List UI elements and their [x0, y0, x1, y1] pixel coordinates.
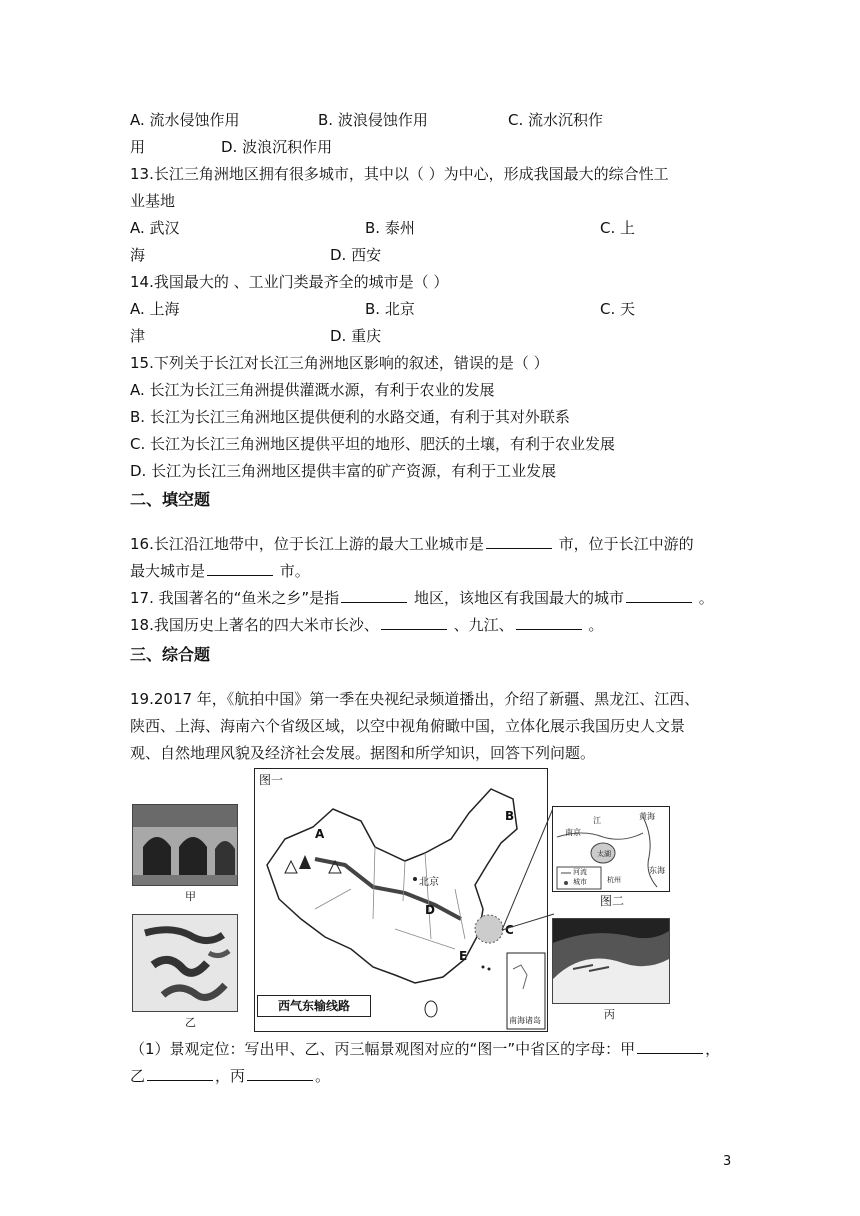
terraces-image — [133, 915, 237, 1011]
q13-option-b: B. 泰州 — [365, 219, 415, 237]
map-label-c: C — [505, 923, 514, 937]
map-inset-caption: 南海诸岛 — [509, 1016, 541, 1025]
q19-blank-jia — [637, 1039, 703, 1054]
q14-option-b: B. 北京 — [365, 300, 415, 318]
q16-blank-2 — [207, 561, 273, 576]
photo-jia — [132, 804, 238, 886]
q12-option-a: A. 流水侵蚀作用 — [130, 111, 240, 129]
q19-sub1-text-2: ， — [705, 1040, 721, 1058]
q18-blank-2 — [516, 615, 582, 630]
cave-dwelling-image — [133, 805, 237, 885]
q15-option-c: C. 长江为长江三角洲地区提供平坦的地形、肥沃的土壤，有利于农业发展 — [130, 435, 616, 453]
q13-option-a: A. 武汉 — [130, 219, 180, 237]
q17-text-2: 地区，该地区有我国最大的城市 — [409, 589, 624, 607]
q14-option-c-cont: 津 — [130, 327, 146, 345]
q17-blank-2 — [626, 588, 692, 603]
fig2-label-taihu: 太湖 — [597, 850, 611, 858]
q15-option-b: B. 长江为长江三角洲地区提供便利的水路交通，有利于其对外联系 — [130, 408, 570, 426]
q12-option-d: D. 波浪沉积作用 — [221, 138, 333, 156]
q19-figure — [130, 766, 704, 1032]
q16-line2 — [130, 561, 310, 581]
q13-stem: 13.长江三角洲地区拥有很多城市，其中以（ ）为中心，形成我国最大的综合性工 — [130, 165, 669, 183]
photo-yi-caption: 乙 — [185, 1016, 196, 1029]
q14-stem: 14.我国最大的 、工业门类最齐全的城市是（ ） — [130, 273, 449, 291]
q19-stem-2: 陕西、上海、海南六个省级区域，以空中视角俯瞰中国，立体化展示我国历史人文景 — [130, 717, 686, 735]
map-fig2 — [552, 806, 670, 892]
q15-stem: 15.下列关于长江对长江三角洲地区影响的叙述，错误的是（ ） — [130, 354, 549, 372]
fig1-title: 图一 — [259, 773, 284, 787]
q19-stem-1: 19.2017 年，《航拍中国》第一季在央视纪录频道播出，介绍了新疆、黑龙江、江西、 — [130, 690, 700, 708]
q16-blank-1 — [486, 534, 552, 549]
fig2-label-hangzhou: 杭州 — [607, 876, 621, 884]
q19-blank-bing — [247, 1066, 313, 1081]
photo-yi — [132, 914, 238, 1012]
fig2-title: 图二 — [600, 894, 625, 908]
q18-text-2: 、九江、 — [448, 616, 514, 634]
q19-blank-yi — [147, 1066, 213, 1081]
desert-dunes-image — [553, 919, 669, 1003]
photo-bing-caption: 丙 — [604, 1008, 615, 1021]
q19-sub1-line1 — [130, 1039, 720, 1059]
q17-text-3: 。 — [693, 589, 714, 607]
q19-sub1-text-4: ，丙 — [215, 1067, 246, 1085]
q12-option-b: B. 波浪侵蚀作用 — [318, 111, 428, 129]
connector-lines — [500, 802, 556, 932]
photo-bing — [552, 918, 670, 1004]
map-label-a: A — [315, 827, 325, 841]
q14-option-c: C. 天 — [600, 300, 636, 318]
q16-line1 — [130, 534, 694, 554]
q18-text-3: 。 — [583, 616, 604, 634]
q16-text-3: 最大城市是 — [130, 562, 206, 580]
q16-text-4: 市。 — [275, 562, 310, 580]
q19-sub1-line2 — [130, 1066, 330, 1086]
q19-sub1-text-3: 乙 — [130, 1067, 146, 1085]
q13-stem-cont: 业基地 — [130, 192, 176, 210]
q14-option-a: A. 上海 — [130, 300, 180, 318]
fig2-label-jiang: 江 — [593, 816, 601, 825]
fig2-label-nanjing: 南京 — [565, 828, 581, 837]
map-label-e: E — [459, 949, 468, 963]
q18-text-1: 18.我国历史上著名的四大米市长沙、 — [130, 616, 379, 634]
q18-line — [130, 615, 603, 635]
photo-jia-caption: 甲 — [185, 890, 196, 903]
q12-option-c-cont: 用 — [130, 138, 146, 156]
fig2-legend-river: 河流 — [573, 868, 587, 876]
q13-option-d: D. 西安 — [330, 246, 382, 264]
q15-option-a: A. 长江为长江三角洲提供灌溉水源，有利于农业的发展 — [130, 381, 495, 399]
q12-option-c: C. 流水沉积作 — [508, 111, 604, 129]
map-label-beijing: 北京 — [419, 877, 439, 888]
q19-sub1-text-5: 。 — [315, 1067, 331, 1085]
q19-stem-3: 观、自然地理风貌及经济社会发展。据图和所学知识，回答下列问题。 — [130, 744, 596, 762]
fig2-label-huanghai: 黄海 — [639, 812, 655, 821]
map-label-b: B — [505, 809, 515, 823]
section-fill-in-heading: 二、填空题 — [130, 490, 211, 509]
q13-option-c-cont: 海 — [130, 246, 146, 264]
q16-text-2: 市，位于长江中游的 — [553, 535, 694, 553]
q17-text-1: 17. 我国著名的“鱼米之乡”是指 — [130, 589, 340, 607]
q17-line — [130, 588, 714, 608]
q15-option-d: D. 长江为长江三角洲地区提供丰富的矿产资源，有利于工业发展 — [130, 462, 557, 480]
section-comprehensive-heading: 三、综合题 — [130, 645, 211, 664]
fig2-label-donghai: 东海 — [649, 866, 665, 875]
page-number: 3 — [723, 1154, 732, 1169]
fig2-legend-city: 城市 — [573, 878, 587, 886]
map-caption: 西气东输线路 — [257, 995, 371, 1017]
q14-option-d: D. 重庆 — [330, 327, 382, 345]
q17-blank-1 — [341, 588, 407, 603]
q18-blank-1 — [381, 615, 447, 630]
q13-option-c: C. 上 — [600, 219, 636, 237]
q19-sub1-text-1: （1）景观定位：写出甲、乙、丙三幅景观图对应的“图一”中省区的字母：甲 — [130, 1040, 636, 1058]
map-label-d: D — [425, 903, 435, 917]
q16-text-1: 16.长江沿江地带中，位于长江上游的最大工业城市是 — [130, 535, 484, 553]
